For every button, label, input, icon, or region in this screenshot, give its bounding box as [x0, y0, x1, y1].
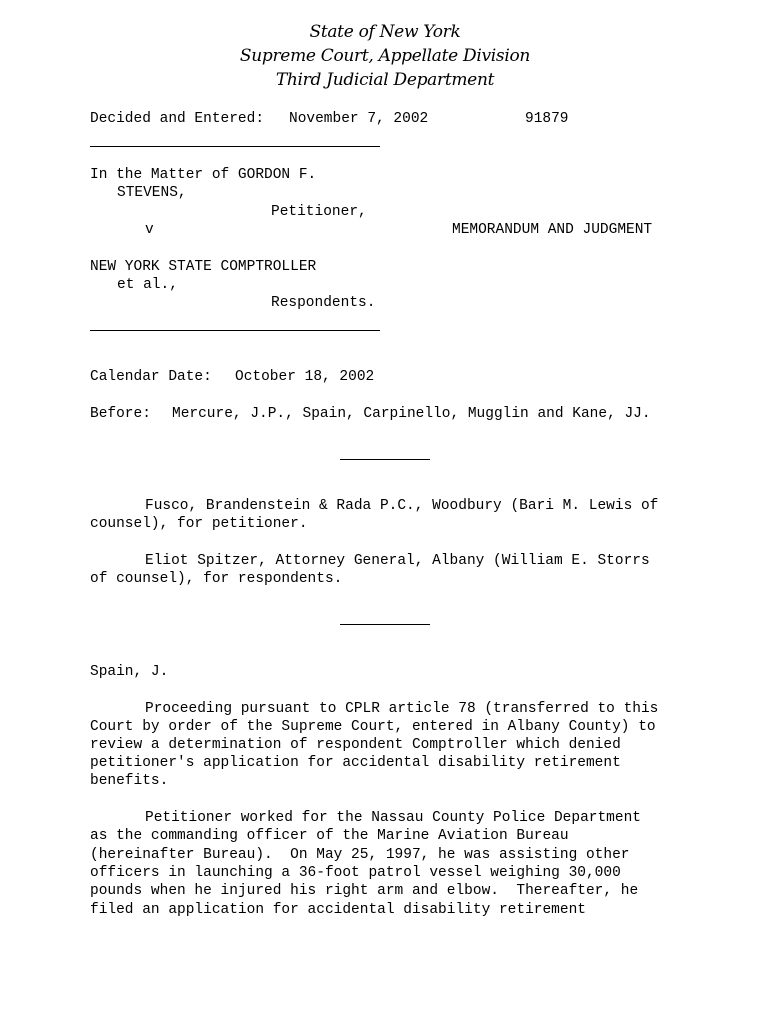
petitioner-role: Petitioner,	[271, 204, 367, 220]
court-header-department: Third Judicial Department	[275, 70, 495, 90]
decided-date: November 7, 2002	[289, 111, 429, 127]
para2-line-1: Petitioner worked for the Nassau County Police Department	[145, 810, 641, 826]
court-header-court: Supreme Court, Appellate Division	[239, 46, 531, 66]
counsel-petitioner-line-1: Fusco, Brandenstein & Rada P.C., Woodbury (Bari M. Lewis of	[145, 498, 659, 514]
para2-line-5: pounds when he injured his right arm and elbow. Thereafter, he	[90, 883, 639, 899]
opinion-author: Spain, J.	[90, 664, 169, 680]
para2-line-3: (hereinafter Bureau). On May 25, 1997, he was assisting other	[90, 847, 630, 863]
versus-label: v	[145, 222, 154, 238]
para1-line-5: benefits.	[90, 773, 169, 789]
section-divider-2	[340, 624, 430, 625]
para1-line-4: petitioner's application for accidental disability retirement	[90, 755, 621, 771]
caption-top-rule	[90, 146, 380, 147]
para2-line-4: officers in launching a 36-foot patrol vessel weighing 30,000	[90, 865, 621, 881]
para2-line-6: filed an application for accidental disability retirement	[90, 902, 586, 918]
counsel-respondents-line-2: of counsel), for respondents.	[90, 571, 343, 587]
respondent-line-2: et al.,	[117, 277, 178, 293]
respondent-role: Respondents.	[271, 295, 376, 311]
calendar-label: Calendar Date:	[90, 369, 212, 385]
calendar-date: October 18, 2002	[235, 369, 375, 385]
decided-label: Decided and Entered:	[90, 111, 265, 127]
para1-line-2: Court by order of the Supreme Court, entered in Albany County) to	[90, 719, 656, 735]
matter-line-1: In the Matter of GORDON F.	[90, 167, 317, 183]
court-header-state: State of New York	[309, 22, 461, 42]
before-label: Before:	[90, 406, 151, 422]
respondent-line-1: NEW YORK STATE COMPTROLLER	[90, 259, 317, 275]
caption-bottom-rule	[90, 330, 380, 331]
para1-line-3: review a determination of respondent Comptroller which denied	[90, 737, 621, 753]
para1-line-1: Proceeding pursuant to CPLR article 78 (transferred to this	[145, 701, 659, 717]
counsel-petitioner-line-2: counsel), for petitioner.	[90, 516, 308, 532]
counsel-respondents-line-1: Eliot Spitzer, Attorney General, Albany (William E. Storrs	[145, 553, 650, 569]
section-divider-1	[340, 459, 430, 460]
before-judges: Mercure, J.P., Spain, Carpinello, Mugglin and Kane, JJ.	[172, 406, 651, 422]
matter-line-2: STEVENS,	[117, 185, 187, 201]
docket-number: 91879	[525, 111, 569, 127]
para2-line-2: as the commanding officer of the Marine Aviation Bureau	[90, 828, 569, 844]
document-type: MEMORANDUM AND JUDGMENT	[452, 222, 653, 238]
